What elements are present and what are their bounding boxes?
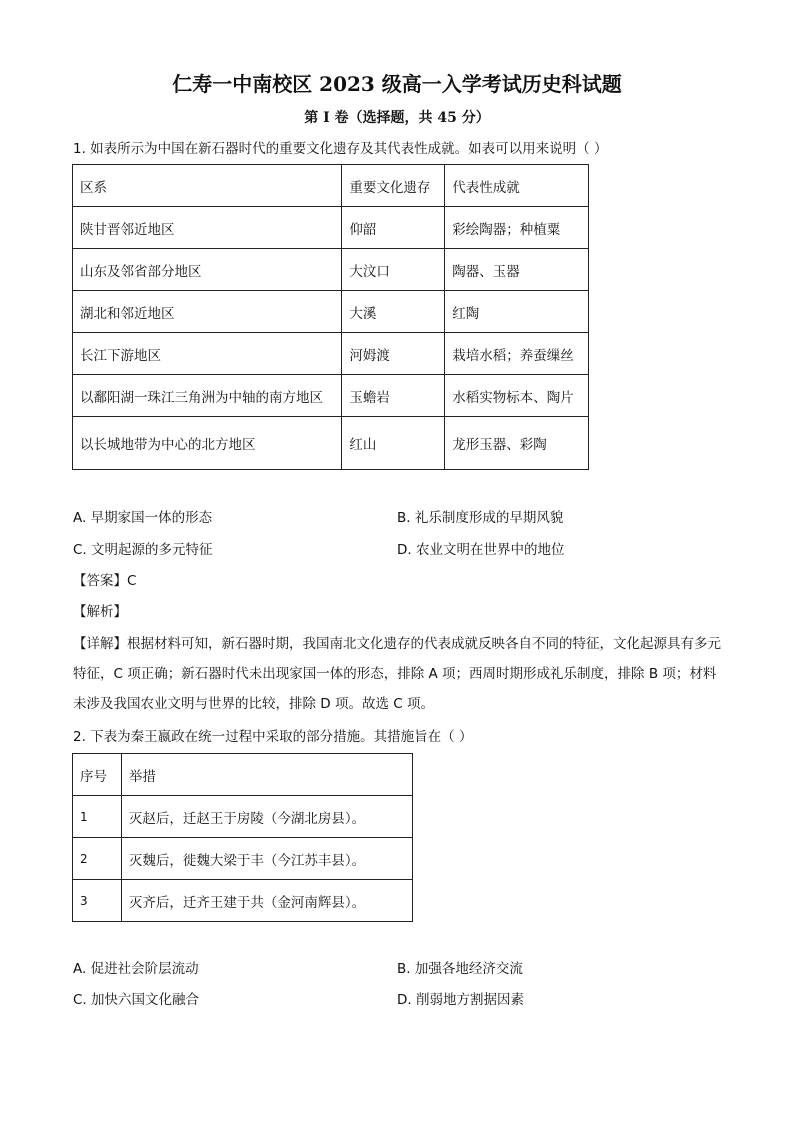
- table-header-cell: 举措: [121, 754, 412, 796]
- table-cell: 陶器、玉器: [445, 249, 589, 291]
- table-cell: 仰韶: [342, 207, 445, 249]
- table-cell: 以鄱阳湖一珠江三角洲为中轴的南方地区: [73, 375, 342, 417]
- answer-value: C: [127, 573, 137, 589]
- q1-option-d: D. 农业文明在世界中的地位: [397, 542, 565, 558]
- table-cell: 彩绘陶器；种植粟: [445, 207, 589, 249]
- q1-stem: 1. 如表所示为中国在新石器时代的重要文化遗存及其代表性成就。如表可以用来说明（ ）: [73, 141, 608, 157]
- table-row: [73, 838, 413, 880]
- table-cell: 大溪: [342, 291, 445, 333]
- table-row: [73, 291, 589, 333]
- detail-label: 【详解】: [73, 636, 127, 652]
- table-cell: 灭齐后，迁齐王建于共（金河南辉县）。: [121, 880, 412, 922]
- table-cell: 灭魏后，徙魏大梁于丰（今江苏丰县）。: [121, 838, 412, 880]
- table-cell: 龙形玉器、彩陶: [445, 417, 589, 470]
- table-cell: 水稻实物标本、陶片: [445, 375, 589, 417]
- table-cell: 湖北和邻近地区: [73, 291, 342, 333]
- q2-stem: 2. 下表为秦王嬴政在统一过程中采取的部分措施。其措施旨在（ ）: [73, 729, 473, 745]
- q2-option-a: A. 促进社会阶层流动: [73, 961, 199, 977]
- answer-label: 【答案】: [73, 573, 127, 589]
- table-row: [73, 249, 589, 291]
- table-cell: 栽培水稻；养蚕缫丝: [445, 333, 589, 375]
- q2-table: [72, 753, 413, 922]
- table-cell: 灭赵后，迁赵王于房陵（今湖北房县）。: [121, 796, 412, 838]
- q1-option-b: B. 礼乐制度形成的早期风貌: [397, 510, 564, 526]
- table-header-row: [73, 165, 589, 207]
- q1-table: [72, 164, 589, 470]
- table-cell: 玉蟾岩: [342, 375, 445, 417]
- q1-answer: [73, 571, 136, 591]
- table-cell: 河姆渡: [342, 333, 445, 375]
- table-cell: 陕甘晋邻近地区: [73, 207, 342, 249]
- detail-text: 根据材料可知，新石器时期，我国南北文化遗存的代表成就反映各自不同的特征，文化起源具有多元特征，C 项正确；新石器时代未出现家国一体的形态，排除 A 项；西周时期形成礼乐制度，排除 B 项；材料未涉及我国农业文明与世界的比较，排除 D 项。故选 C 项。: [73, 636, 721, 712]
- q1-option-c: C. 文明起源的多元特征: [73, 542, 213, 558]
- analysis-label: 【解析】: [73, 604, 127, 620]
- table-row: [73, 417, 589, 470]
- table-row: [73, 796, 413, 838]
- q1-detail: [73, 629, 723, 719]
- section-heading: 第 I 卷（选择题，共 45 分）: [304, 110, 490, 126]
- q1-option-a: A. 早期家国一体的形态: [73, 510, 213, 526]
- table-cell: 3: [73, 880, 122, 922]
- page-title: 仁寿一中南校区 2023 级高一入学考试历史科试题: [172, 72, 622, 96]
- table-row: [73, 207, 589, 249]
- q2-option-b: B. 加强各地经济交流: [397, 961, 523, 977]
- table-cell: 2: [73, 838, 122, 880]
- table-header-row: [73, 754, 413, 796]
- table-cell: 红陶: [445, 291, 589, 333]
- q2-option-c: C. 加快六国文化融合: [73, 992, 200, 1008]
- table-row: [73, 333, 589, 375]
- table-cell: 大汶口: [342, 249, 445, 291]
- table-header-cell: 代表性成就: [445, 165, 589, 207]
- table-row: [73, 375, 589, 417]
- table-cell: 以长城地带为中心的北方地区: [73, 417, 342, 470]
- table-cell: 1: [73, 796, 122, 838]
- table-header-cell: 重要文化遗存: [342, 165, 445, 207]
- q2-option-d: D. 削弱地方割据因素: [397, 992, 524, 1008]
- table-cell: 红山: [342, 417, 445, 470]
- table-row: [73, 880, 413, 922]
- table-cell: 长江下游地区: [73, 333, 342, 375]
- table-cell: 山东及邻省部分地区: [73, 249, 342, 291]
- table-header-cell: 序号: [73, 754, 122, 796]
- table-header-cell: 区系: [73, 165, 342, 207]
